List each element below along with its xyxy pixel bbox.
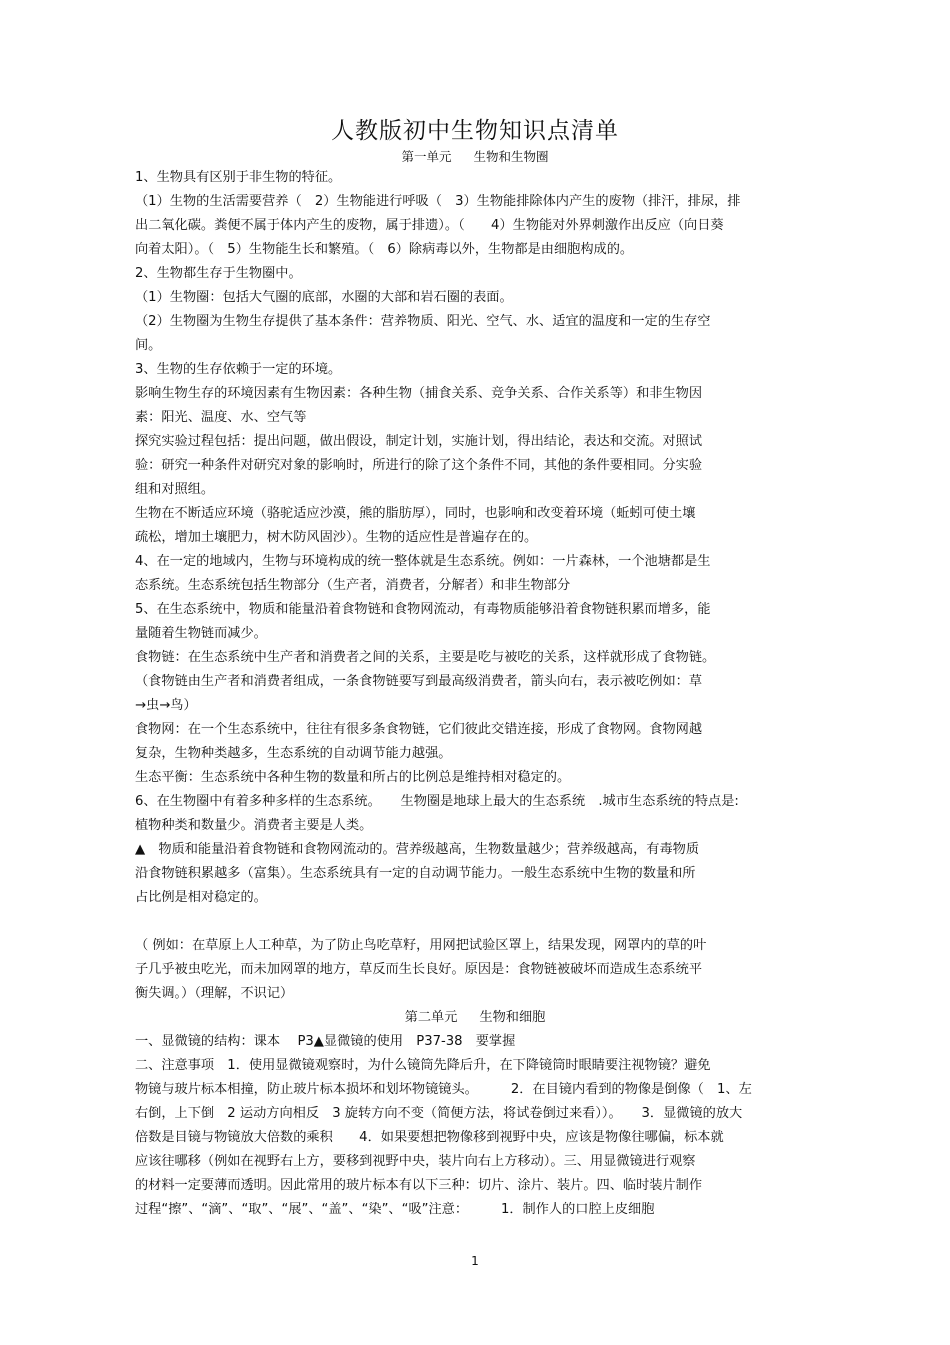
text-line: 态系统。生态系统包括生物部分（生产者，消费者，分解者）和非生物部分	[135, 578, 571, 593]
text-line: 探究实验过程包括：提出问题，做出假设，制定计划，实施计划，得出结论，表达和交流。对照试	[135, 434, 703, 449]
text-line: →虫→鸟）	[135, 698, 197, 713]
text-line: 素：阳光、温度、水、空气等	[135, 410, 307, 425]
text-line: 组和对照组。	[135, 482, 215, 497]
text-line: 植物种类和数量少。消费者主要是人类。	[135, 818, 373, 833]
text-line: 出二氧化碳。粪便不属于体内产生的废物，属于排遗）。（ 4）生物能对外界刺激作出反应（向日葵	[135, 218, 724, 233]
text-line: 复杂，生物种类越多，生态系统的自动调节能力越强。	[135, 746, 452, 761]
text-line: 二、注意事项 1．使用显微镜观察时，为什么镜筒先降后升，在下降镜筒时眼睛要注视物镜？避免	[135, 1058, 711, 1073]
text-line: （ 例如：在草原上人工种草，为了防止鸟吃草籽，用网把试验区罩上，结果发现，网罩内的草的叶	[135, 938, 707, 953]
text-line: 食物网：在一个生态系统中，往往有很多条食物链，它们彼此交错连接，形成了食物网。食物网越	[135, 722, 703, 737]
text-line: （1）生物圈：包括大气圈的底部，水圈的大部和岩石圈的表面。	[135, 290, 513, 305]
unit1-section	[135, 166, 855, 1006]
text-line: 的材料一定要薄而透明。因此常用的玻片标本有以下三种：切片、涂片、装片。四、临时装片制作	[135, 1178, 703, 1193]
unit1-name: 生物和生物圈	[473, 149, 549, 164]
unit2-name: 生物和细胞	[479, 1010, 546, 1025]
text-line: 应该往哪移（例如在视野右上方，要移到视野中央，装片向右上方移动）。三、用显微镜进行观察	[135, 1154, 696, 1169]
text-line: 5、在生态系统中，物质和能量沿着食物链和食物网流动，有毒物质能够沿着食物链积累而增多，能	[135, 602, 711, 617]
text-line: 量随着生物链而减少。	[135, 626, 267, 641]
text-line: 生态平衡：生态系统中各种生物的数量和所占的比例总是维持相对稳定的。	[135, 770, 571, 785]
unit2-label: 第二单元	[404, 1010, 458, 1025]
unit2-heading	[0, 1006, 950, 1030]
text-line: 4、在一定的地域内，生物与环境构成的统一整体就是生态系统。例如：一片森林，一个池塘都是生	[135, 554, 711, 569]
text-line: （2）生物圈为生物生存提供了基本条件：营养物质、阳光、空气、水、适宜的温度和一定的生存空	[135, 314, 711, 329]
text-line: 物镜与玻片标本相撞，防止玻片标本损坏和划坏物镜镜头。 2．在目镜内看到的物像是倒像（ 1、左	[135, 1082, 752, 1097]
text-line: 向着太阳）。（ 5）生物能生长和繁殖。（ 6）除病毒以外，生物都是由细胞构成的。	[135, 242, 634, 257]
text-line: ▲ 物质和能量沿着食物链和食物网流动的。营养级越高，生物数量越少；营养级越高，有毒物质	[135, 842, 700, 857]
unit1-label: 第一单元	[401, 149, 452, 164]
paragraph-gap	[135, 910, 855, 934]
document-body	[135, 166, 855, 1222]
text-line: 生物在不断适应环境（骆驼适应沙漠，熊的脂肪厚），同时，也影响和改变着环境（蚯蚓可使土壤	[135, 506, 696, 521]
unit1-heading	[0, 147, 950, 165]
text-line: 衡失调。）（理解，不识记）	[135, 986, 294, 1001]
text-line: 占比例是相对稳定的。	[135, 890, 267, 905]
text-line: 倍数是目镜与物镜放大倍数的乘积 4．如果要想把物像移到视野中央，应该是物像往哪偏，标本就	[135, 1130, 724, 1145]
text-line: 影响生物生存的环境因素有生物因素：各种生物（捕食关系、竞争关系、合作关系等）和非生物因	[135, 386, 703, 401]
text-line: （食物链由生产者和消费者组成，一条食物链要写到最高级消费者，箭头向右，表示被吃例如：草	[135, 674, 703, 689]
page-number: 1	[471, 1254, 479, 1268]
text-line: 2、生物都生存于生物圈中。	[135, 266, 302, 281]
text-line: 3、生物的生存依赖于一定的环境。	[135, 362, 342, 377]
text-line: 一、显微镜的结构：课本 P3▲显微镜的使用 P37-38 要掌握	[135, 1034, 516, 1049]
text-line: 1、生物具有区别于非生物的特征。	[135, 170, 342, 185]
text-line: 疏松，增加土壤肥力，树木防风固沙）。生物的适应性是普遍存在的。	[135, 530, 538, 545]
text-line: 6、在生物圈中有着多种多样的生态系统。 生物圈是地球上最大的生态系统 .城市生态系统的特点是:	[135, 794, 739, 809]
text-line: 沿食物链积累越多（富集）。生态系统具有一定的自动调节能力。一般生态系统中生物的数量和所	[135, 866, 696, 881]
text-line: 右倒，上下倒 2 运动方向相反 3 旋转方向不变（简便方法，将试卷倒过来看））。 3．显微镜的放大	[135, 1106, 743, 1121]
document-title: 人教版初中生物知识点清单	[331, 118, 619, 144]
text-line: 过程“擦”、“滴”、“取”、“展”、“盖”、“染”、“吸”注意： 1．制作人的口腔上皮细胞	[135, 1202, 655, 1217]
text-line: 食物链：在生态系统中生产者和消费者之间的关系，主要是吃与被吃的关系，这样就形成了食物链。	[135, 650, 716, 665]
text-line: 间。	[135, 338, 162, 353]
text-line: 验：研究一种条件对研究对象的影响时，所进行的除了这个条件不同，其他的条件要相同。分实验	[135, 458, 703, 473]
text-line: （1）生物的生活需要营养（ 2）生物能进行呼吸（ 3）生物能排除体内产生的废物（排汗，排尿，排	[135, 194, 741, 209]
unit2-section	[135, 1030, 855, 1222]
text-line: 子几乎被虫吃光，而未加网罩的地方，草反而生长良好。原因是：食物链被破坏而造成生态系统平	[135, 962, 703, 977]
